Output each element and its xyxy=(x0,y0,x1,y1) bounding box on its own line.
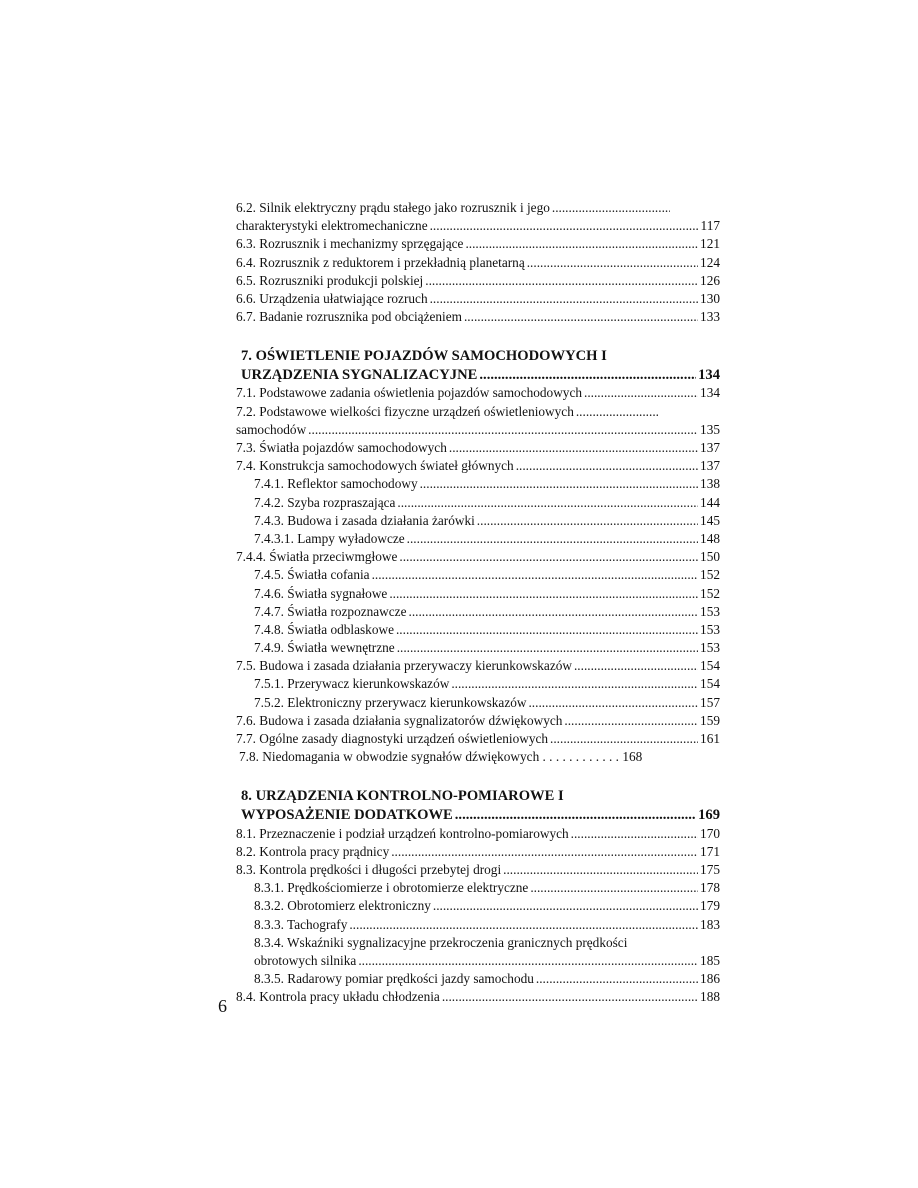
toc-entry-7-4-6: 7.4.6. Światła sygnałowe ..... 152 xyxy=(236,585,720,603)
toc-entry-6-6: 6.6. Urządzenia ułatwiające rozruch ..... 130 xyxy=(236,290,720,308)
toc-entry-7-4-3: 7.4.3. Budowa i zasada działania żarówki ..... 145 xyxy=(236,512,720,530)
chapter-7-heading-cont: URZĄDZENIA SYGNALIZACYJNE ..... 134 xyxy=(236,366,720,384)
toc-entry-7-4-5: 7.4.5. Światła cofania ..... 152 xyxy=(236,566,720,584)
toc-entry-6-2-cont: charakterystyki elektromechaniczne ..... 117 xyxy=(236,217,720,235)
toc-entry-7-4-8: 7.4.8. Światła odblaskowe ..... 153 xyxy=(236,621,720,639)
toc-entry-8-3-1: 8.3.1. Prędkościomierze i obrotomierze elektryczne ..... 178 xyxy=(236,879,720,897)
toc-entry-7-2-cont: samochodów ..... 135 xyxy=(236,421,720,439)
toc-entry-7-1: 7.1. Podstawowe zadania oświetlenia pojazdów samochodowych ..... 134 xyxy=(236,385,720,403)
toc-entry-6-7: 6.7. Badanie rozrusznika pod obciążeniem ..... 133 xyxy=(236,308,720,326)
toc-entry-7-5: 7.5. Budowa i zasada działania przerywaczy kierunkowskazów ..... 154 xyxy=(236,657,720,675)
toc-entry-6-2: 6.2. Silnik elektryczny prądu stałego jako rozrusznik i jego ..... xyxy=(236,199,720,217)
toc-entry-6-5: 6.5. Rozruszniki produkcji polskiej ..... 126 xyxy=(236,272,720,290)
toc-entry-8-3: 8.3. Kontrola prędkości i długości przebytej drogi ..... 175 xyxy=(236,861,720,879)
toc-entry-7-5-2: 7.5.2. Elektroniczny przerywacz kierunkowskazów ..... 157 xyxy=(236,694,720,712)
toc-entry-8-3-2: 8.3.2. Obrotomierz elektroniczny ..... 179 xyxy=(236,897,720,915)
toc-entry-7-8: 7.8. Niedomagania w obwodzie sygnałów dźwiękowych . . . . . . . . . . . . 168 xyxy=(239,749,643,765)
toc-entry-8-2: 8.2. Kontrola pracy prądnicy ..... 171 xyxy=(236,843,720,861)
toc-entry-8-3-3: 8.3.3. Tachografy ..... 183 xyxy=(236,916,720,934)
page-number: 6 xyxy=(218,996,227,1016)
toc-entry-7-4-3-1: 7.4.3.1. Lampy wyładowcze ..... 148 xyxy=(236,530,720,548)
toc-entry-7-4-4: 7.4.4. Światła przeciwmgłowe ..... 150 xyxy=(236,548,720,566)
table-of-contents xyxy=(236,199,720,1007)
chapter-7-heading: 7. OŚWIETLENIE POJAZDÓW SAMOCHODOWYCH I xyxy=(241,348,607,365)
toc-entry-7-6: 7.6. Budowa i zasada działania sygnalizatorów dźwiękowych ..... 159 xyxy=(236,712,720,730)
toc-entry-6-3: 6.3. Rozrusznik i mechanizmy sprzęgające ..... 121 xyxy=(236,235,720,253)
toc-entry-7-2: 7.2. Podstawowe wielkości fizyczne urządzeń oświetleniowych ..... xyxy=(236,403,720,421)
chapter-8-heading-cont: WYPOSAŻENIE DODATKOWE ..... 169 xyxy=(236,806,720,824)
toc-entry-6-4: 6.4. Rozrusznik z reduktorem i przekładnią planetarną ..... 124 xyxy=(236,254,720,272)
toc-entry-8-3-4-cont: obrotowych silnika ..... 185 xyxy=(236,952,720,970)
toc-entry-8-4: 8.4. Kontrola pracy układu chłodzenia ..... 188 xyxy=(236,988,720,1006)
toc-entry-7-5-1: 7.5.1. Przerywacz kierunkowskazów ..... 154 xyxy=(236,676,720,694)
toc-entry-7-4-7: 7.4.7. Światła rozpoznawcze ..... 153 xyxy=(236,603,720,621)
toc-entry-7-4-9: 7.4.9. Światła wewnętrzne ..... 153 xyxy=(236,639,720,657)
toc-entry-7-7: 7.7. Ogólne zasady diagnostyki urządzeń oświetleniowych ..... 161 xyxy=(236,730,720,748)
chapter-8-heading: 8. URZĄDZENIA KONTROLNO-POMIAROWE I xyxy=(241,788,564,805)
toc-entry-7-3: 7.3. Światła pojazdów samochodowych ..... 137 xyxy=(236,439,720,457)
toc-entry-8-3-4: 8.3.4. Wskaźniki sygnalizacyjne przekroczenia granicznych prędkości xyxy=(254,934,628,950)
toc-entry-8-1: 8.1. Przeznaczenie i podział urządzeń kontrolno-pomiarowych ..... 170 xyxy=(236,825,720,843)
toc-entry-8-3-5: 8.3.5. Radarowy pomiar prędkości jazdy samochodu ..... 186 xyxy=(236,970,720,988)
toc-entry-7-4-1: 7.4.1. Reflektor samochodowy ..... 138 xyxy=(236,475,720,493)
toc-entry-7-4: 7.4. Konstrukcja samochodowych świateł głównych ..... 137 xyxy=(236,457,720,475)
toc-entry-7-4-2: 7.4.2. Szyba rozpraszająca ..... 144 xyxy=(236,494,720,512)
